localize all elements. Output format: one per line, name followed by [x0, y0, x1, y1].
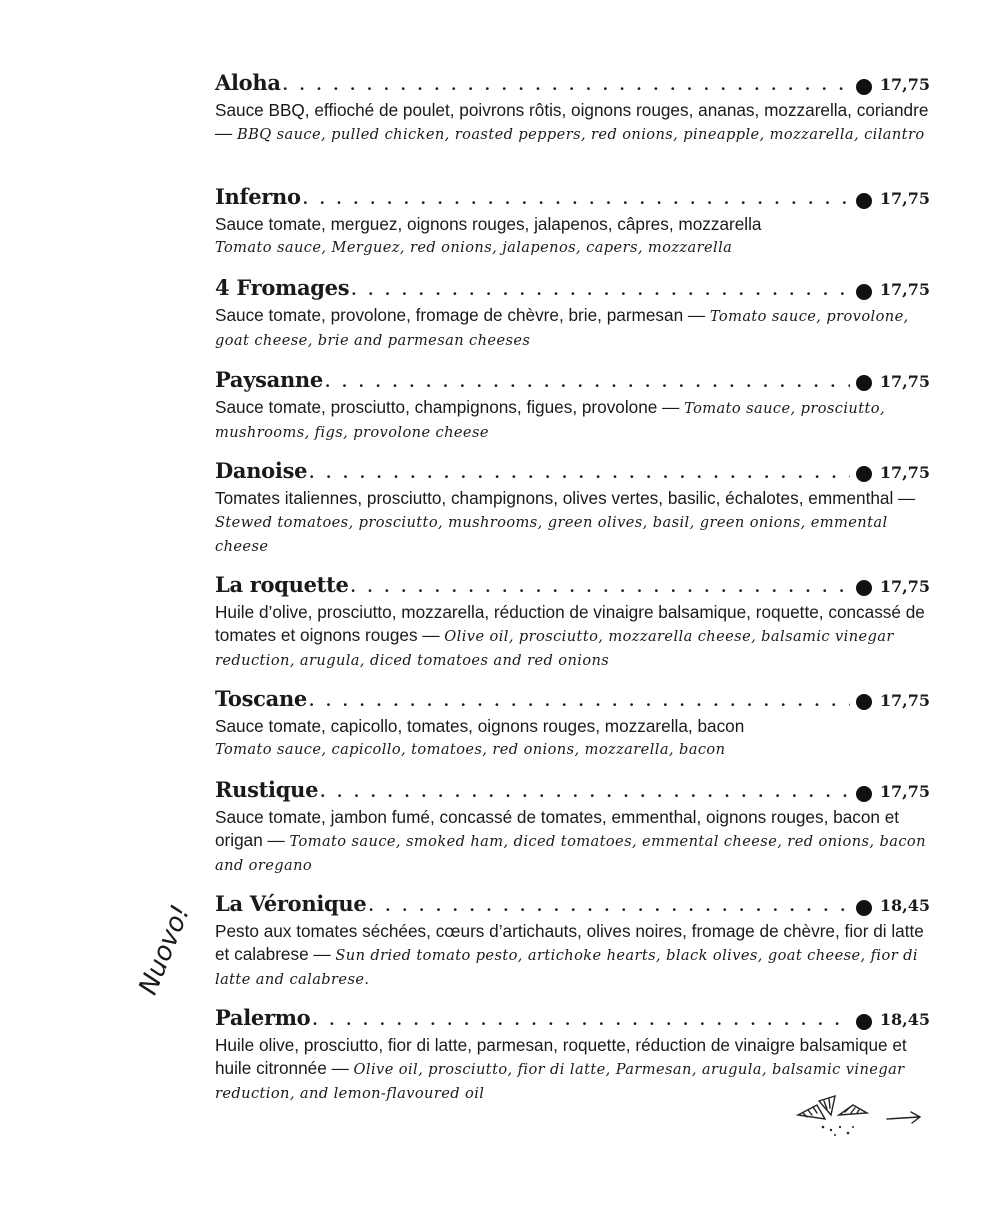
menu-item-rustique [215, 777, 930, 891]
description-en: Tomato sauce, Merguez, red onions, jalapenos, capers, mozzarella [215, 239, 733, 256]
nuovo-badge: Nuovo! [133, 901, 197, 999]
bullet-icon [856, 284, 872, 300]
menu-item-header [215, 777, 930, 808]
dot-leader [351, 281, 850, 299]
menu-item-paysanne [215, 367, 930, 458]
description-fr: Sauce tomate, jambon fumé, concassé de tomates, emmenthal, oignons rouges, bacon et origan — [215, 807, 900, 851]
menu-list [215, 70, 930, 1119]
pizza-slices-doodle-icon [795, 1093, 930, 1143]
menu-item-aloha [215, 70, 930, 184]
menu-item-header [215, 458, 930, 489]
description-fr: Sauce tomate, provolone, fromage de chèvre, brie, parmesan — [215, 305, 710, 326]
item-price: 17,75 [879, 189, 930, 208]
description-fr: Sauce tomate, merguez, oignons rouges, jalapenos, câpres, mozzarella [215, 214, 762, 234]
menu-item-inferno [215, 184, 930, 275]
description-fr: Pesto aux tomates séchées, cœurs d’artichauts, olives noires, fromage de chèvre, fior di latte et calabrese — [215, 921, 924, 965]
item-price: 17,75 [879, 75, 930, 94]
item-price: 17,75 [879, 462, 930, 482]
bullet-icon [856, 580, 872, 596]
item-price: 18,45 [879, 896, 930, 916]
dot-leader [303, 190, 850, 208]
bullet-icon [856, 786, 872, 802]
description-en: Tomato sauce, capicollo, tomatoes, red onions, mozzarella, bacon [215, 740, 726, 758]
description-fr: Sauce BBQ, effioché de poulet, poivrons rôtis, oignons rouges, ananas, mozzarella, coriandre — [215, 100, 929, 143]
item-price: 17,75 [879, 371, 930, 391]
bullet-icon [856, 694, 872, 710]
dot-leader [325, 373, 850, 391]
item-price: 18,45 [879, 1010, 930, 1030]
item-price: 17,75 [879, 782, 930, 802]
item-price: 17,75 [879, 280, 930, 300]
bullet-icon [856, 193, 872, 209]
item-name: Palermo [215, 1005, 311, 1031]
menu-item-la-roquette [215, 572, 930, 686]
bullet-icon [856, 900, 872, 916]
menu-item-header [215, 275, 930, 306]
description-en: Olive oil, prosciutto, mozzarella cheese, balsamic vinegar reduction, arugula, diced tomatoes and red onions [215, 627, 894, 669]
menu-item-danoise [215, 458, 930, 572]
item-name: Rustique [215, 777, 319, 803]
description-fr: Huile olive, prosciutto, fior di latte, parmesan, roquette, réduction de vinaigre balsamique et huile citronnée — [215, 1035, 907, 1079]
description-en: Tomato sauce, smoked ham, diced tomatoes, emmental cheese, red onions, bacon and oregano [215, 833, 926, 875]
description-en: Sun dried tomato pesto, artichoke hearts, black olives, goat cheese, fior di latte and calabrese. [215, 947, 918, 989]
item-price: 17,75 [879, 576, 930, 596]
item-name: Inferno [215, 184, 301, 209]
item-description [215, 920, 930, 991]
item-description [215, 601, 930, 672]
description-en: Olive oil, prosciutto, fior di latte, Parmesan, arugula, balsamic vinegar reduction, and lemon-flavoured oil [215, 1061, 905, 1103]
item-description [215, 396, 930, 444]
menu-item-header [215, 686, 930, 717]
description-fr: Huile d’olive, prosciutto, mozzarella, réduction de vinaigre balsamique, roquette, concassé de tomates et oignons rouges — [215, 601, 925, 645]
item-description [215, 806, 930, 877]
item-name: 4 Fromages [215, 275, 350, 301]
dot-leader [320, 783, 850, 801]
menu-item-header [215, 572, 930, 603]
dot-leader [351, 578, 850, 596]
dot-leader [309, 464, 850, 482]
dot-leader [283, 76, 850, 94]
item-name: Danoise [215, 457, 308, 483]
item-name: La roquette [215, 571, 349, 597]
description-fr: Sauce tomate, prosciutto, champignons, figues, provolone — [215, 396, 685, 417]
menu-item-header [215, 70, 930, 101]
dot-leader [309, 692, 850, 710]
bullet-icon [856, 1014, 872, 1030]
description-fr: Tomates italiennes, prosciutto, champignons, olives vertes, basilic, échalotes, emmenthal — [215, 487, 916, 508]
bullet-icon [856, 375, 872, 391]
menu-item-header [215, 367, 930, 398]
item-name: La Véronique [215, 891, 367, 917]
description-en: BBQ sauce, pulled chicken, roasted peppers, red onions, pineapple, mozzarella, cilantro [236, 126, 925, 143]
dot-leader [368, 897, 850, 915]
bullet-icon [856, 79, 872, 95]
menu-item-la-veronique [215, 891, 930, 1005]
item-description [215, 715, 930, 761]
bullet-icon [856, 466, 872, 482]
item-description [215, 304, 930, 352]
description-fr: Sauce tomate, capicollo, tomates, oignons rouges, mozzarella, bacon [215, 715, 745, 736]
item-price: 17,75 [879, 690, 930, 710]
description-en: Stewed tomatoes, prosciutto, mushrooms, green olives, basil, green onions, emmental cheese [215, 513, 888, 555]
dot-leader [312, 1011, 850, 1029]
description-en: Tomato sauce, provolone, goat cheese, brie and parmesan cheeses [215, 308, 909, 350]
item-description [215, 213, 930, 259]
item-name: Aloha [215, 70, 281, 95]
item-description [215, 99, 930, 146]
menu-item-4-fromages [215, 275, 930, 366]
item-name: Toscane [215, 685, 307, 711]
item-name: Paysanne [215, 366, 323, 392]
menu-item-header [215, 891, 930, 922]
item-description [215, 487, 930, 558]
description-en: Tomato sauce, prosciutto, mushrooms, figs, provolone cheese [215, 399, 885, 441]
menu-item-header [215, 184, 930, 215]
menu-item-header [215, 1005, 930, 1036]
menu-item-toscane [215, 686, 930, 777]
